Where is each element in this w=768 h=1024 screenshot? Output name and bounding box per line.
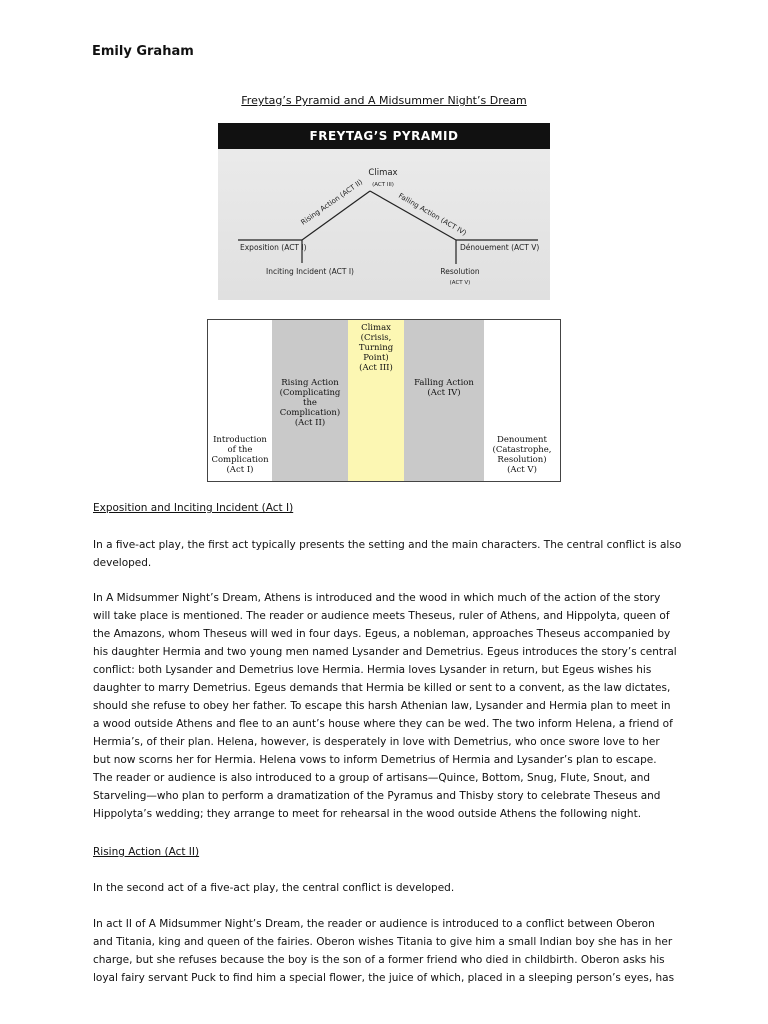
rising-intro [93, 879, 683, 897]
inciting-incident-label: Inciting Incident (ACT I) [266, 267, 354, 276]
climax-line: Turning [358, 343, 394, 353]
rising-action-label: Rising Action (ACT II) [299, 178, 365, 227]
section-heading: Rising Action (Act II) [93, 846, 200, 858]
intro-column [208, 320, 272, 481]
climax-act-label: (ACT III) [372, 182, 394, 188]
paragraph-line: a wood outside Athens and flee to an aunt’s house where they can be wed. The two inform Helena, a friend of [93, 718, 673, 730]
paragraph-line: the Amazons, whom Theseus will wed in four days. Egeus, a nobleman, approaches Theseus accompanied by [93, 628, 671, 640]
paragraph-line: charge, but she refuses because the boy is the son of a former friend who died in childbirth. Oberon asks his [93, 954, 665, 966]
denouement-label: Dénouement (ACT V) [460, 243, 540, 252]
rising-line: the [303, 398, 317, 408]
author-name: Emily Graham [92, 44, 194, 59]
paragraph-line: In a five-act play, the first act typically presents the setting and the main characters. The central conflict is also [93, 539, 682, 551]
denouement-line: (Act V) [507, 465, 537, 475]
exposition-intro [93, 536, 683, 572]
intro-line: (Act I) [226, 465, 254, 475]
climax-line: (Act III) [359, 363, 393, 373]
climax-column [348, 320, 404, 481]
climax-line: Climax [361, 323, 391, 333]
rising-line: (Act II) [294, 418, 326, 428]
paragraph-line: should she refuse to obey her father. To escape this harsh Athenian law, Lysander and Hermia plan to meet in [93, 700, 671, 712]
pyramid-header: FREYTAG’S PYRAMID [218, 123, 550, 149]
falling-column [404, 320, 484, 481]
paragraph-line: but now scorns her for Hermia. Helena vows to inform Demetrius of Hermia and Lysander’s plan to escape. [93, 754, 657, 766]
exposition-paragraph [93, 589, 683, 823]
falling-action-label: Falling Action (ACT IV) [397, 191, 468, 238]
paragraph-line: The reader or audience is also introduced to a group of artisans—Quince, Bottom, Snug, Flute, Snout, and [93, 772, 651, 784]
paragraph-line: his daughter Hermia and two young men named Lysander and Demetrius. Egeus introduces the story’s central [93, 646, 677, 658]
paragraph-line: In the second act of a five-act play, the central conflict is developed. [93, 882, 455, 894]
paragraph-line: Starveling—who plan to perform a dramatization of the Pyramus and Thisby story to celebrate Theseus and [93, 790, 661, 802]
climax-label: Climax [368, 168, 398, 178]
paragraph-line: Hermia’s, of their plan. Helena, however, is desperately in love with Demetrius, who once swore love to her [93, 736, 660, 748]
denouement-line: (Catastrophe, [492, 445, 552, 455]
intro-line: Introduction [213, 435, 267, 445]
freytag-pyramid-figure [218, 123, 550, 300]
resolution-act-label: (ACT V) [449, 280, 471, 286]
paragraph-line: developed. [93, 557, 152, 569]
denouement-line: Resolution) [497, 455, 547, 465]
paragraph-line: and Titania, king and queen of the fairies. Oberon wishes Titania to give him a small Indian boy she has in her [93, 936, 673, 948]
rising-section [93, 843, 683, 861]
rising-line: Complication) [279, 408, 341, 418]
denouement-column [484, 320, 560, 481]
exposition-label: Exposition (ACT I) [240, 243, 307, 252]
falling-line: Falling Action [414, 378, 474, 388]
intro-line: of the [227, 445, 253, 455]
falling-line: (Act IV) [427, 388, 461, 398]
rising-paragraph [93, 915, 683, 987]
climax-line: (Crisis, [360, 333, 392, 343]
rising-line: (Complicating [279, 388, 341, 398]
paragraph-line: Hippolyta’s wedding; they arrange to meet for rehearsal in the wood outside Athens the following night. [93, 808, 642, 820]
paragraph-line: In A Midsummer Night’s Dream, Athens is introduced and the wood in which much of the action of the story [93, 592, 661, 604]
paragraph-line: In act II of A Midsummer Night’s Dream, the reader or audience is introduced to a conflict between Oberon [93, 918, 655, 930]
paragraph-line: conflict: both Lysander and Demetrius love Hermia. Hermia loves Lysander in return, but Egeus wishes his [93, 664, 652, 676]
intro-line: Complication [211, 455, 269, 465]
paragraph-line: will take place is mentioned. The reader or audience meets Theseus, ruler of Athens, and Hippolyta, queen of [93, 610, 670, 622]
climax-line: Point) [363, 353, 389, 363]
exposition-section [93, 499, 683, 517]
rising-line: Rising Action [281, 378, 339, 388]
pyramid-diagram [218, 149, 550, 300]
rising-column [272, 320, 348, 481]
paragraph-line: loyal fairy servant Puck to find him a special flower, the juice of which, placed in a sleeping person’s eyes, has [93, 972, 675, 984]
denouement-line: Denoument [497, 435, 547, 445]
paragraph-line: daughter to marry Demetrius. Egeus demands that Hermia be killed or sent to a convent, as the law dictates, [93, 682, 671, 694]
plot-stage-table [207, 319, 561, 482]
section-heading: Exposition and Inciting Incident (Act I) [93, 502, 294, 514]
document-title: Freytag’s Pyramid and A Midsummer Night’s Dream [241, 94, 527, 107]
resolution-label: Resolution [440, 267, 480, 276]
